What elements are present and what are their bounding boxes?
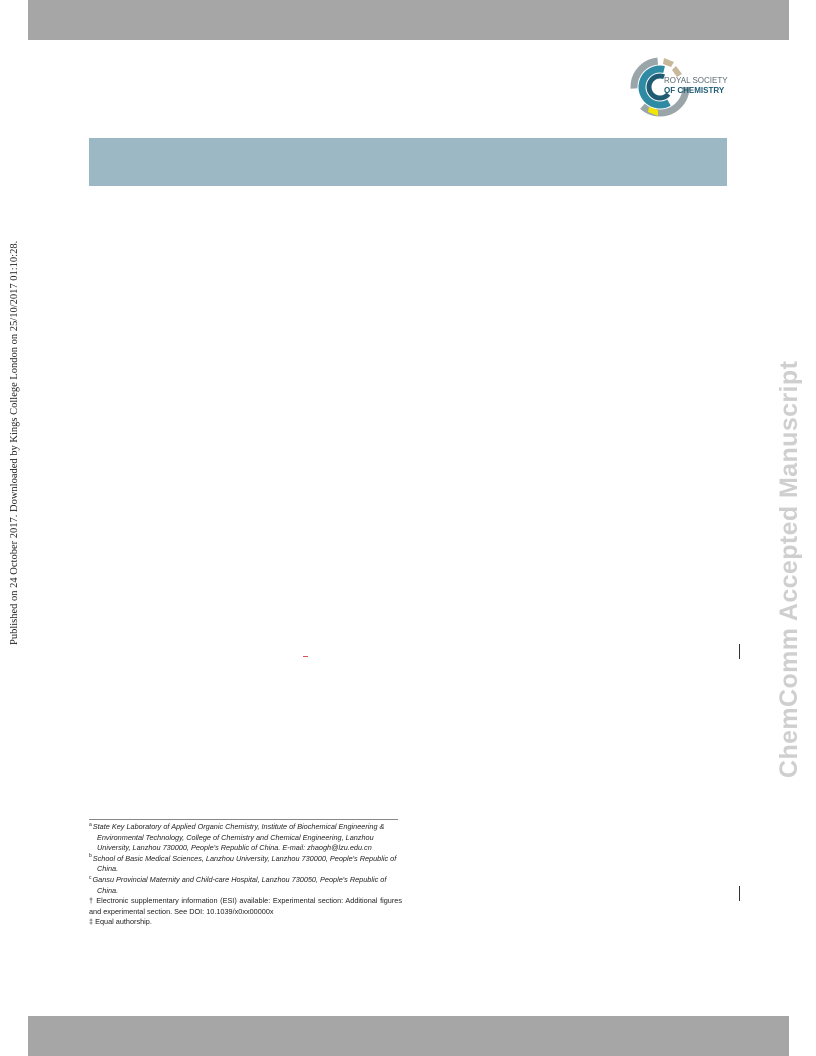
footnotes <box>89 822 402 928</box>
rsc-logo-line1: ROYAL SOCIETY <box>664 76 728 85</box>
footnote-b <box>89 854 402 875</box>
footnote-a <box>89 822 402 854</box>
rsc-logo <box>630 54 730 120</box>
margin-line-upper <box>739 644 740 659</box>
margin-line-lower <box>739 886 740 901</box>
publication-side-note: Published on 24 October 2017. Downloaded by Kings College London on 25/10/2017 01:10:28. <box>9 240 20 645</box>
red-mark <box>303 656 308 657</box>
article-header-banner <box>89 138 727 186</box>
footnote-c <box>89 875 402 896</box>
accepted-manuscript-watermark: ChemComm Accepted Manuscript <box>775 360 803 778</box>
header-bar <box>28 0 789 40</box>
rsc-logo-line2: OF CHEMISTRY <box>664 86 725 95</box>
footnote-a-marker: a <box>89 821 92 828</box>
footnote-c-marker: c <box>89 874 92 881</box>
footnote-esi: † Electronic supplementary information (ESI) available: Experimental section: Additional figures and experimental section. See DOI: 10.1039/x0xx00000x <box>89 896 402 916</box>
footnote-rule <box>89 819 398 820</box>
footnote-b-marker: b <box>89 853 92 860</box>
footer-bar <box>28 1016 789 1056</box>
footnote-b-text: School of Basic Medical Sciences, Lanzhou University, Lanzhou 730000, People's Republic of China. <box>92 853 397 874</box>
footnote-equal: ‡ Equal authorship. <box>89 917 152 927</box>
rsc-logo-text <box>664 76 728 96</box>
footnote-c-text: Gansu Provincial Maternity and Child-care Hospital, Lanzhou 730050, People's Republic of China. <box>92 874 387 895</box>
footnote-a-text: State Key Laboratory of Applied Organic Chemistry, Institute of Biochemical Engineering & Environmental Technology, College of Chemistry and Chemical Engineering, Lanzhou University, Lanzhou 730000, People's Republic of China. E-mail: zhaogh@lzu.edu.cn <box>92 822 385 853</box>
